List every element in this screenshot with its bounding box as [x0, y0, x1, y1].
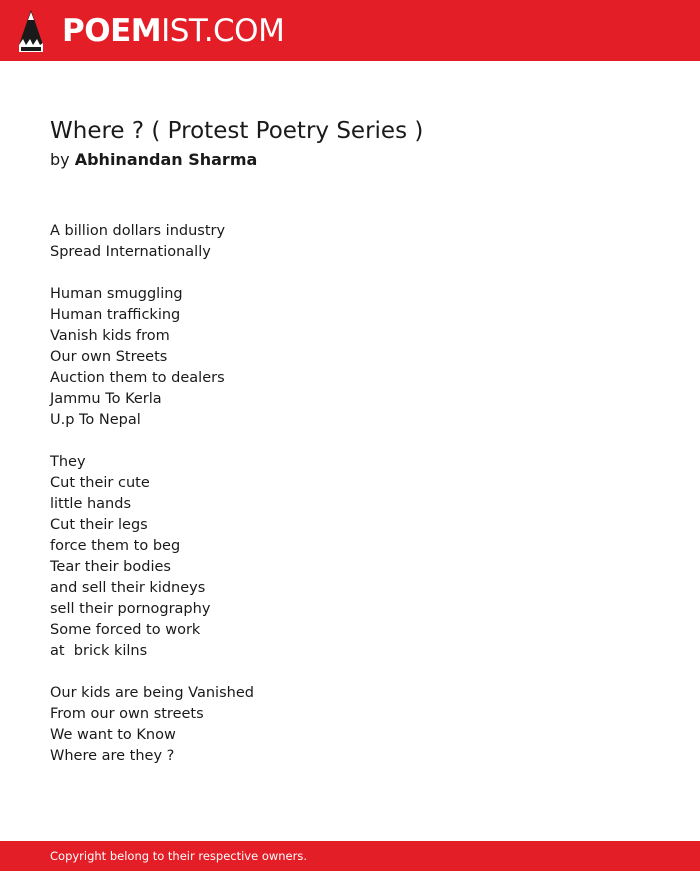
poem-content: [50, 113, 650, 788]
poem-line: Where are they ?: [50, 748, 175, 764]
poem-line: Cut their legs: [50, 517, 148, 533]
poem-title: Where ? ( Protest Poetry Series ): [50, 118, 424, 144]
poem-line: Our kids are being Vanished: [50, 685, 254, 701]
poem-line: They: [50, 454, 86, 470]
byline: [50, 149, 650, 171]
poem-body: [50, 221, 650, 767]
poem-line: Cut their cute: [50, 475, 150, 491]
site-header: [0, 0, 700, 61]
poem-line: force them to beg: [50, 538, 181, 554]
poem-line: A billion dollars industry: [50, 223, 226, 239]
logo-light-text: IST.COM: [161, 13, 285, 49]
copyright-text: Copyright belong to their respective owners.: [50, 849, 308, 863]
by-label: by: [50, 150, 70, 169]
poem-stanza: [50, 452, 650, 662]
poem-line: Human trafficking: [50, 307, 181, 323]
poem-stanza: [50, 221, 650, 263]
poem-line: Jammu To Kerla: [50, 391, 162, 407]
poem-line: We want to Know: [50, 727, 176, 743]
poem-line: at brick kilns: [50, 643, 148, 659]
poem-line: Auction them to dealers: [50, 370, 225, 386]
poem-line: Human smuggling: [50, 286, 183, 302]
poem-line: Some forced to work: [50, 622, 201, 638]
poem-stanza: [50, 284, 650, 431]
pencil-icon: [17, 9, 45, 53]
poem-line: little hands: [50, 496, 132, 512]
poem-line: and sell their kidneys: [50, 580, 206, 596]
poem-line: sell their pornography: [50, 601, 211, 617]
logo-bold-text: POEM: [62, 13, 162, 49]
poem-line: U.p To Nepal: [50, 412, 141, 428]
poem-line: Spread Internationally: [50, 244, 211, 260]
poem-line: From our own streets: [50, 706, 204, 722]
site-logo-link[interactable]: [62, 11, 284, 51]
poem-line: Tear their bodies: [50, 559, 171, 575]
poem-line: Vanish kids from: [50, 328, 170, 344]
poem-line: Our own Streets: [50, 349, 168, 365]
site-footer: [0, 841, 700, 871]
author-name: Abhinandan Sharma: [74, 150, 258, 169]
poem-stanza: [50, 683, 650, 767]
